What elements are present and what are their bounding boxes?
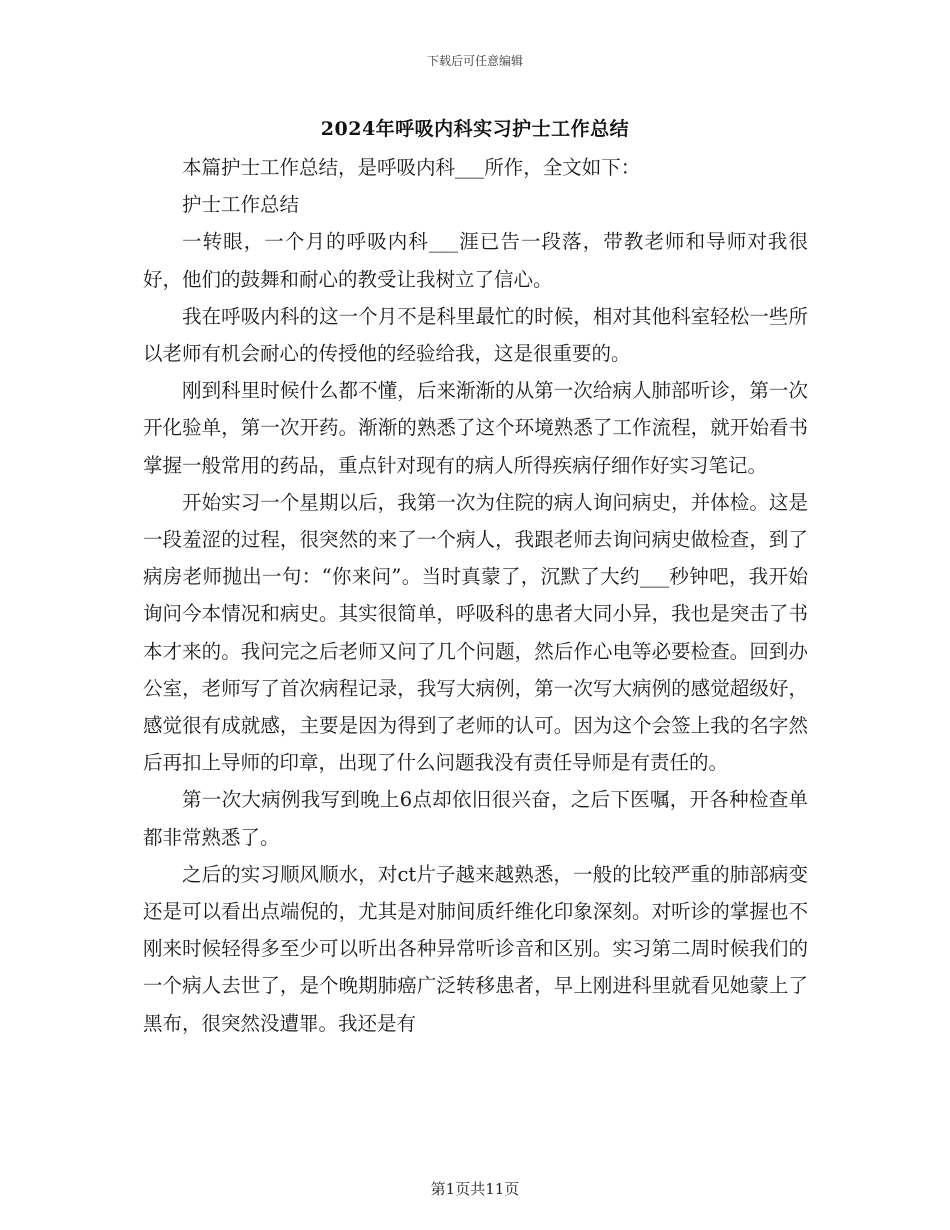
paragraph: 刚到科里时候什么都不懂，后来渐渐的从第一次给病人肺部听诊，第一次开化验单，第一次开药。渐渐的熟悉了这个环境熟悉了工作流程，就开始看书掌握一般常用的药品，重点针对现有的病人所得疾病仔细作好实习笔记。 [143,379,808,477]
page-header: 下载后可任意编辑 [426,54,523,68]
paragraph: 本篇护士工作总结，是呼吸内科___所作，全文如下： [182,156,641,179]
paragraph: 护士工作总结 [182,193,300,217]
paragraph: 之后的实习顺风顺水，对ct片子越来越熟悉，一般的比较严重的肺部病变还是可以看出点端倪的，尤其是对肺间质纤维化印象深刻。对听诊的掌握也不刚来时候轻得多至少可以听出各种异常听诊音和区别。实习第二周时候我们的一个病人去世了，是个晚期肺癌广泛转移患者，早上刚进科里就看见她蒙上了黑布，很突然没遭罪。我还是有 [143,862,808,1035]
paragraph: 一转眼，一个月的呼吸内科___涯已告一段落，带教老师和导师对我很好，他们的鼓舞和耐心的教受让我树立了信心。 [143,230,808,291]
page-footer: 第1页共11页 [430,1180,520,1198]
document-body [143,149,808,1042]
paragraph: 我在呼吸内科的这一个月不是科里最忙的时候，相对其他科室轻松一些所以老师有机会耐心的传授他的经验给我，这是很重要的。 [143,304,808,366]
paragraph: 开始实习一个星期以后，我第一次为住院的病人询问病史，并体检。这是一段羞涩的过程，很突然的来了一个病人，我跟老师去询问病史做检查，到了病房老师抛出一句：“你来问”。当时真蒙了，沉默了大约___秒钟吧，我开始询问今本情况和病史。其实很简单，呼吸科的患者大同小异，我也是突击了书本才来的。我问完之后老师又问了几个问题，然后作心电等必要检查。回到办公室，老师写了首次病程记录，我写大病例，第一次写大病例的感觉超级好，感觉很有成就感，主要是因为得到了老师的认可。因为这个会签上我的名字然后再扣上导师的印章，出现了什么问题我没有责任导师是有责任的。 [143,490,808,775]
paragraph: 第一次大病例我写到晚上6点却依旧很兴奋，之后下医嘱，开各种检查单都非常熟悉了。 [143,788,808,849]
document-title: 2024年呼吸内科实习护士工作总结 [320,118,630,140]
